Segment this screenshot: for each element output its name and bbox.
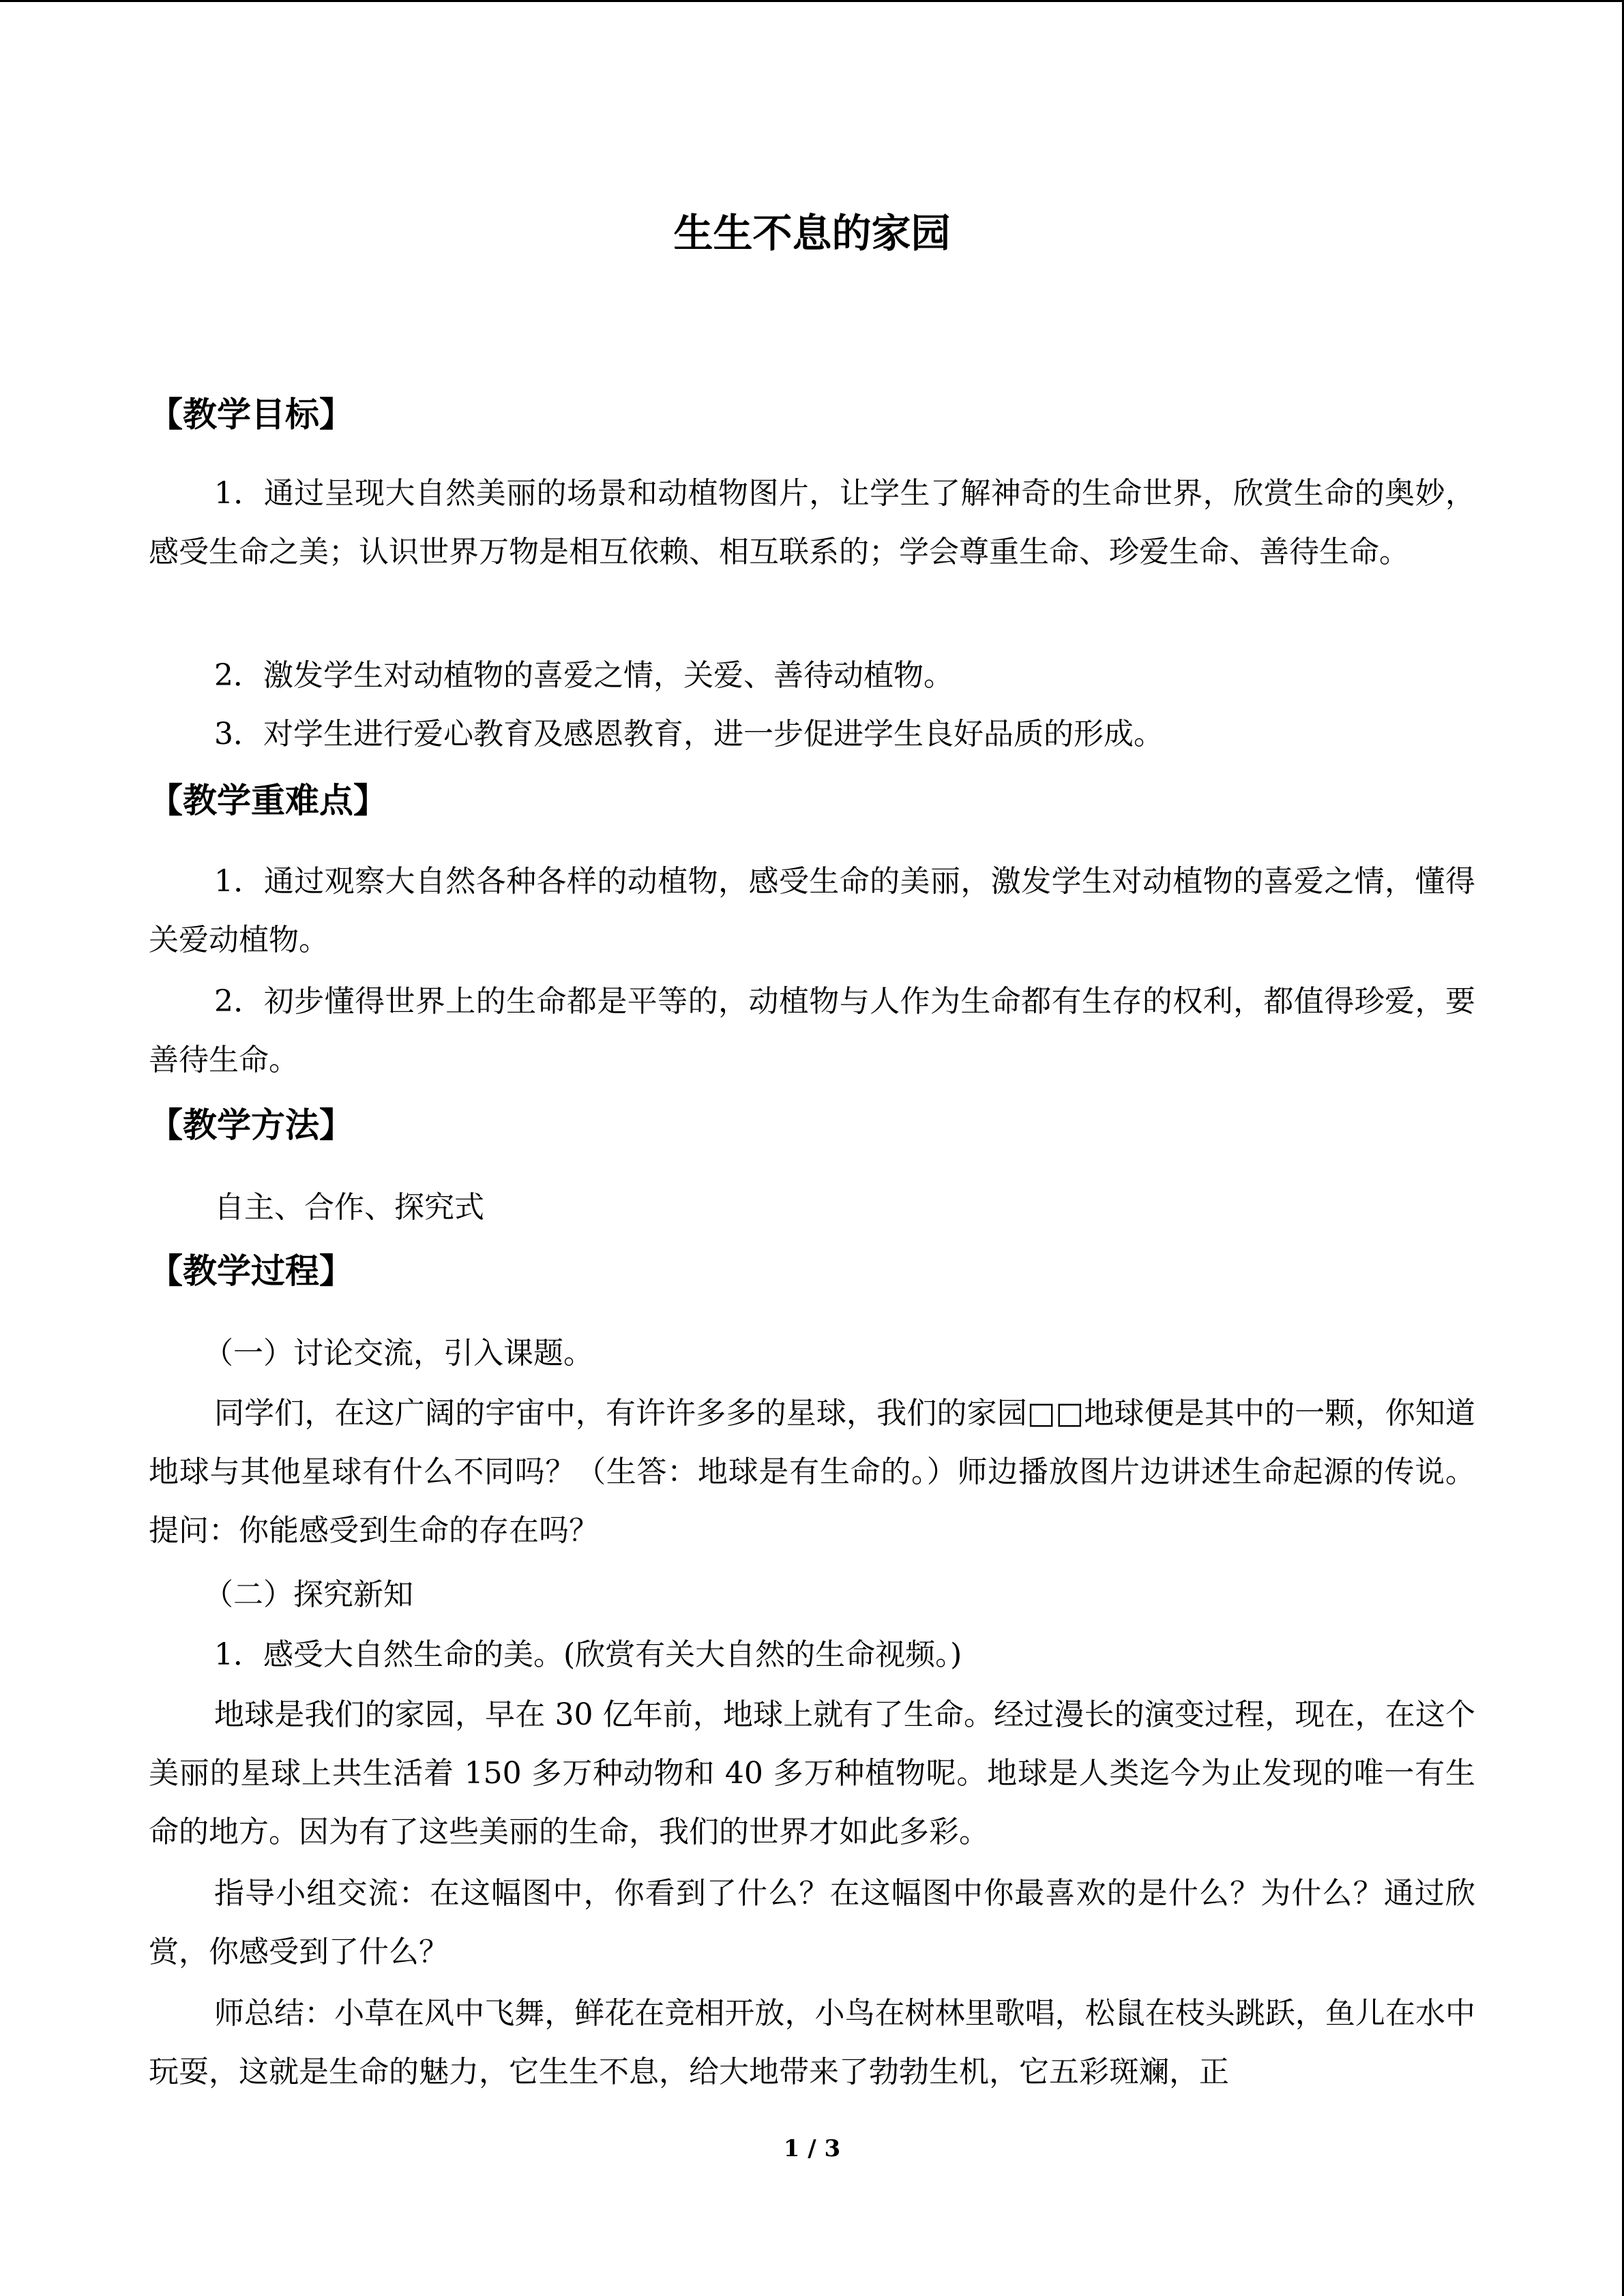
process-paragraph-summary: 师总结：小草在风中飞舞，鲜花在竞相开放，小鸟在树林里歌唱，松鼠在枝头跳跃，鱼儿在水中玩耍，这就是生命的魅力，它生生不息，给大地带来了勃勃生机，它五彩斑斓，正 [149,1996,1475,2089]
process-paragraph-earth: 地球是我们的家园，早在 30 亿年前，地球上就有了生命。经过漫长的演变过程，现在，在这个美丽的星球上共生活着 150 多万种动物和 40 多万种植物呢。地球是人类迄今为止发现的唯一有生命的地方。因为有了这些美丽的生命，我们的世界才如此多彩。 [149,1697,1475,1849]
document-title: 生生不息的家园 [673,210,951,256]
goal-item-2: 2．激发学生对动植物的喜爱之情，关爱、善待动植物。 [214,658,954,693]
process-paragraph-intro: 同学们，在这广阔的宇宙中，有许许多多的星球，我们的家园□□地球便是其中的一颗，你知道地球与其他星球有什么不同吗？（生答：地球是有生命的。）师边播放图片边讲述生命起源的传说。提问：你能感受到生命的存在吗？ [149,1396,1475,1548]
key-point-item-1: 1．通过观察大自然各种各样的动植物，感受生命的美丽，激发学生对动植物的喜爱之情，懂得关爱动植物。 [149,864,1475,957]
document-page [149,0,1475,2296]
goal-item-3: 3．对学生进行爱心教育及感恩教育，进一步促进学生良好品质的形成。 [214,717,1164,751]
process-step-2-title: （二）探究新知 [203,1577,413,1612]
heading-teaching-methods: 【教学方法】 [149,1105,353,1145]
goal-item-1: 1．通过呈现大自然美丽的场景和动植物图片，让学生了解神奇的生命世界，欣赏生命的奥妙，感受生命之美；认识世界万物是相互依赖、相互联系的；学会尊重生命、珍爱生命、善待生命。 [149,476,1475,569]
heading-teaching-process: 【教学过程】 [149,1251,353,1291]
teaching-methods-text: 自主、合作、探究式 [214,1190,484,1225]
heading-teaching-goals: 【教学目标】 [149,395,353,434]
process-step-1-title: （一）讨论交流，引入课题。 [203,1336,593,1371]
key-point-item-2: 2．初步懂得世界上的生命都是平等的，动植物与人作为生命都有生存的权利，都值得珍爱，要善待生命。 [149,984,1475,1077]
process-sub-step-1: 1．感受大自然生命的美。(欣赏有关大自然的生命视频。) [214,1637,962,1672]
page-number: 1 / 3 [783,2135,841,2162]
process-paragraph-group-discussion: 指导小组交流：在这幅图中，你看到了什么？在这幅图中你最喜欢的是什么？为什么？通过欣赏，你感受到了什么？ [149,1876,1475,1969]
heading-key-points: 【教学重难点】 [149,781,387,820]
